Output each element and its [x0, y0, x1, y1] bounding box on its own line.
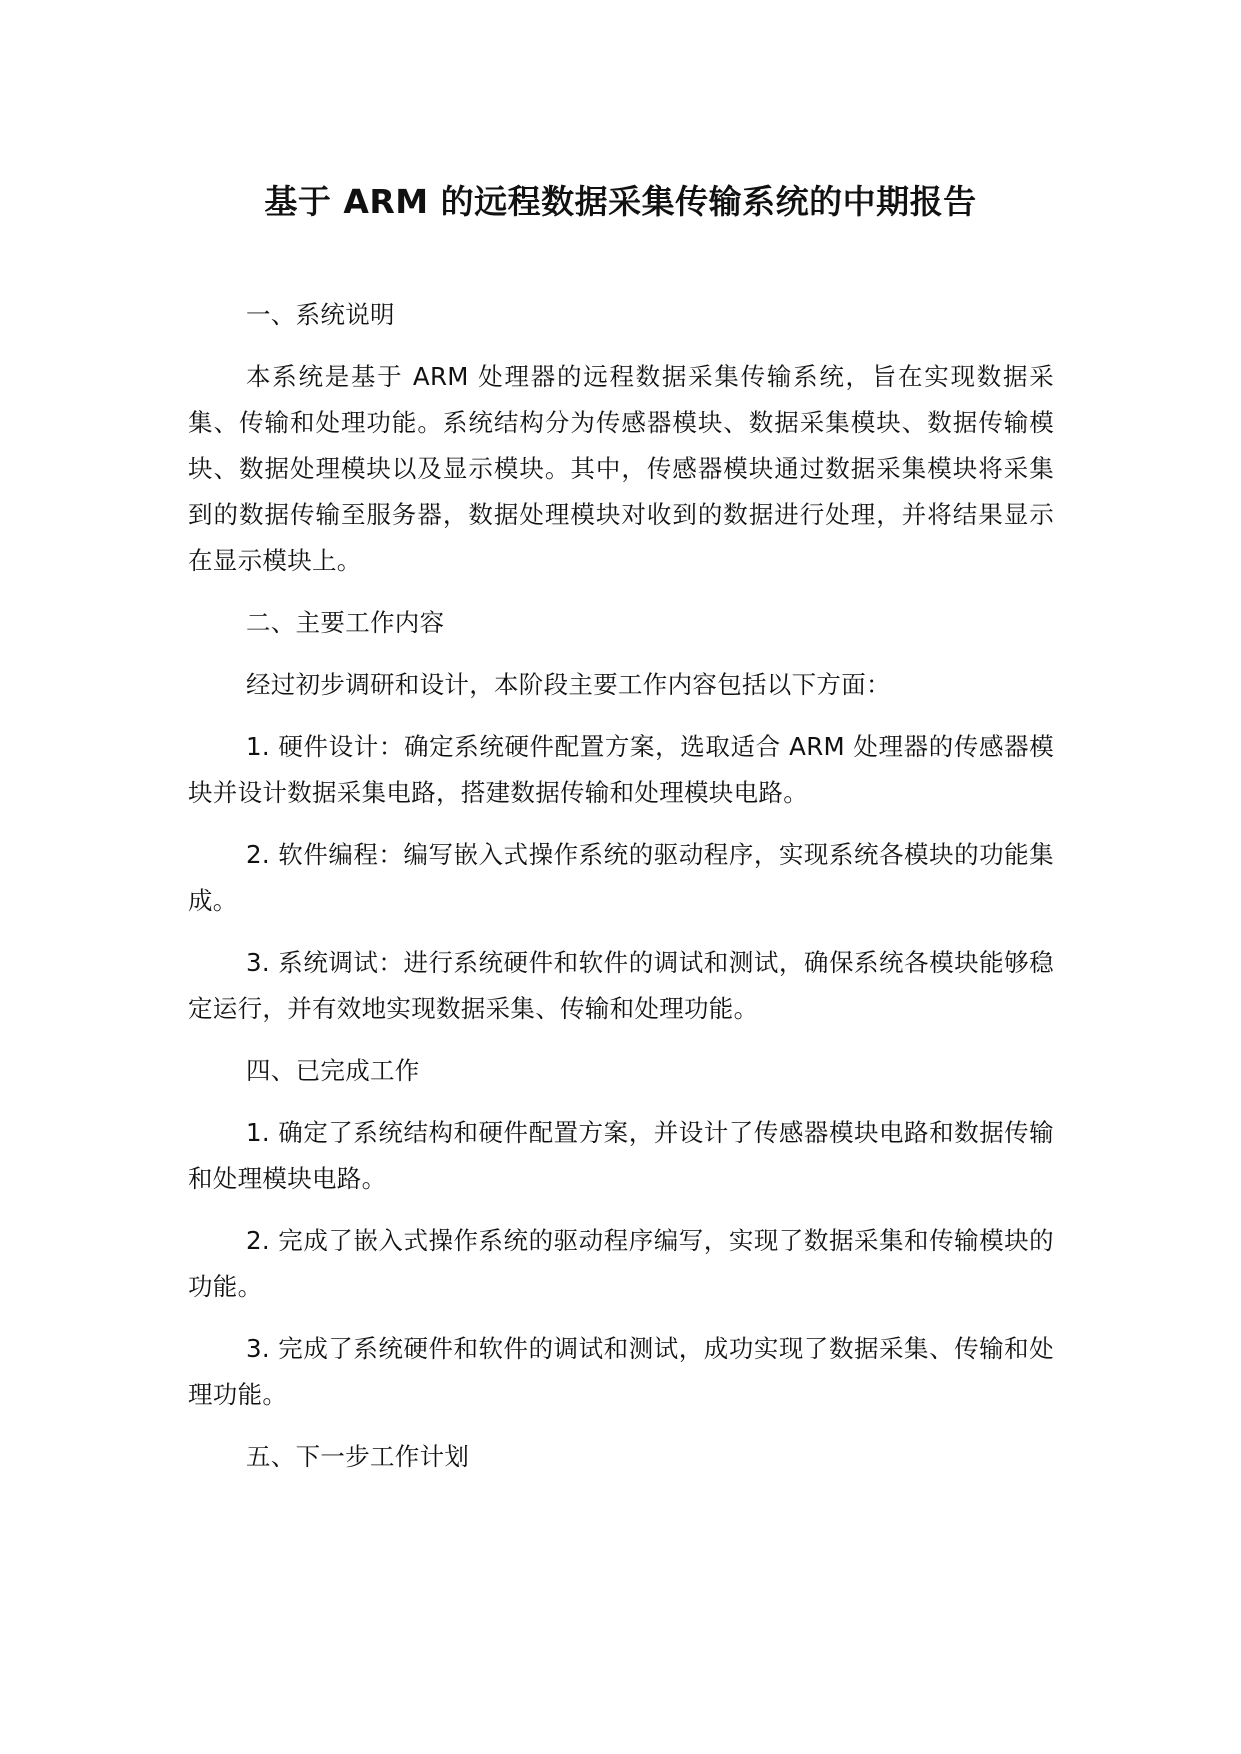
main-work-intro-paragraph: 经过初步调研和设计，本阶段主要工作内容包括以下方面： — [246, 670, 891, 699]
section-heading-system-description: 一、系统说明 — [246, 300, 395, 329]
document-title: 基于 ARM 的远程数据采集传输系统的中期报告 — [264, 182, 977, 221]
completed-work-item-3: 3. 完成了系统硬件和软件的调试和测试，成功实现了数据采集、传输和处理功能。 — [188, 1334, 1054, 1409]
completed-work-item-1: 1. 确定了系统结构和硬件配置方案，并设计了传感器模块电路和数据传输和处理模块电路。 — [188, 1118, 1054, 1193]
document-body — [188, 292, 1054, 1496]
system-description-paragraph: 本系统是基于 ARM 处理器的远程数据采集传输系统，旨在实现数据采集、传输和处理功能。系统结构分为传感器模块、数据采集模块、数据传输模块、数据处理模块以及显示模块。其中，传感器模块通过数据采集模块将采集到的数据传输至服务器，数据处理模块对收到的数据进行处理，并将结果显示在显示模块上。 — [188, 362, 1054, 575]
main-work-item-hardware: 1. 硬件设计：确定系统硬件配置方案，选取适合 ARM 处理器的传感器模块并设计数据采集电路，搭建数据传输和处理模块电路。 — [188, 732, 1054, 807]
main-work-item-software: 2. 软件编程：编写嵌入式操作系统的驱动程序，实现系统各模块的功能集成。 — [188, 840, 1054, 915]
main-work-item-debugging: 3. 系统调试：进行系统硬件和软件的调试和测试，确保系统各模块能够稳定运行，并有效地实现数据采集、传输和处理功能。 — [188, 948, 1054, 1023]
completed-work-item-2: 2. 完成了嵌入式操作系统的驱动程序编写，实现了数据采集和传输模块的功能。 — [188, 1226, 1054, 1301]
section-heading-main-work: 二、主要工作内容 — [246, 608, 445, 637]
section-heading-completed-work: 四、已完成工作 — [246, 1056, 420, 1085]
section-heading-next-plan: 五、下一步工作计划 — [246, 1442, 470, 1471]
